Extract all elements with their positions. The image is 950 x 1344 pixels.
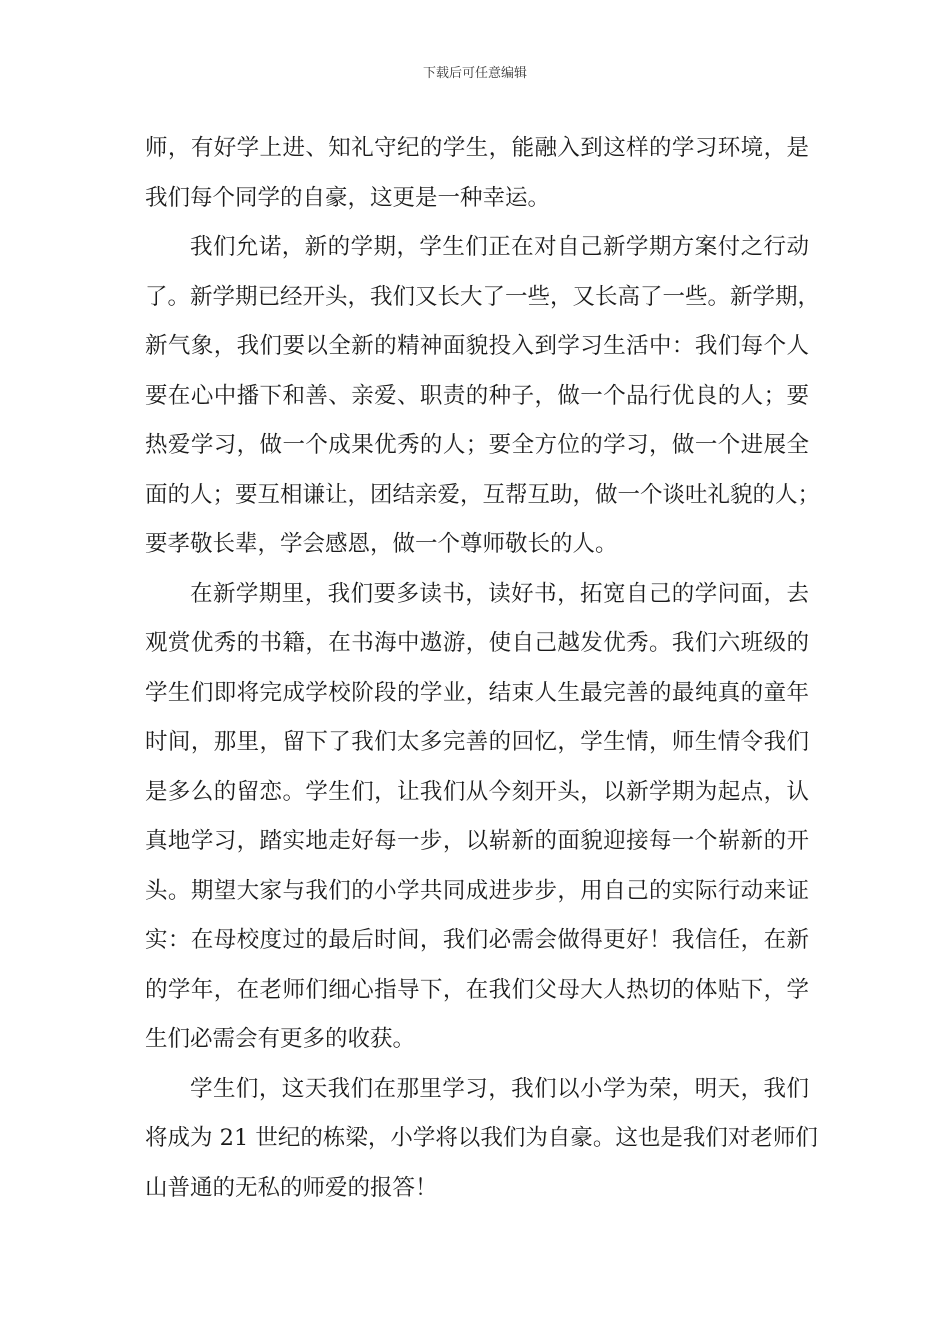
text-line: 山普通的无私的师爱的报答！ bbox=[145, 1174, 438, 1201]
text-line: 新气象，我们要以全新的精神面貌投入到学习生活中：我们每个人 bbox=[145, 333, 809, 359]
text-line: 我们允诺，新的学期，学生们正在对自己新学期方案付之行动 bbox=[190, 234, 809, 260]
page-header: 下载后可任意编辑 bbox=[422, 66, 527, 81]
text-line: 要在心中播下和善、亲爱、职责的种子，做一个品行优良的人；要 bbox=[145, 382, 809, 409]
text-line: 的学年，在老师们细心指导下，在我们父母大人热切的体贴下，学 bbox=[145, 976, 809, 1003]
text-line: 时间，那里，留下了我们太多完善的回忆，学生情，师生情令我们 bbox=[145, 729, 809, 755]
text-line: 要孝敬长辈，学会感恩，做一个尊师敬长的人。 bbox=[145, 531, 618, 557]
text-line: 观赏优秀的书籍，在书海中遨游，使自己越发优秀。我们六班级的 bbox=[145, 630, 809, 656]
text-line: 学生们，这天我们在那里学习，我们以小学为荣，明天，我们 bbox=[190, 1075, 809, 1102]
text-line: 面的人；要互相谦让，团结亲爱，互帮互助，做一个谈吐礼貌的人； bbox=[145, 481, 821, 508]
paragraph bbox=[145, 223, 821, 570]
text-line: 将成为 21 世纪的栋梁，小学将以我们为自豪。这也是我们对老师们 bbox=[145, 1125, 818, 1151]
text-line: 了。新学期已经开头，我们又长大了一些，又长高了一些。新学期， bbox=[145, 283, 821, 310]
document-body bbox=[145, 124, 821, 1213]
paragraph bbox=[145, 570, 809, 1065]
text-line: 头。期望大家与我们的小学共同成进步步，用自己的实际行动来证 bbox=[145, 877, 809, 904]
text-line: 热爱学习，做一个成果优秀的人；要全方位的学习，做一个进展全 bbox=[145, 432, 809, 458]
text-line: 真地学习，踏实地走好每一步，以崭新的面貌迎接每一个崭新的开 bbox=[145, 828, 809, 854]
text-line: 是多么的留恋。学生们，让我们从今刻开头，以新学期为起点，认 bbox=[145, 778, 809, 805]
paragraph bbox=[145, 1065, 818, 1214]
paragraph bbox=[145, 124, 809, 223]
text-line: 学生们即将完成学校阶段的学业，结束人生最完善的最纯真的童年 bbox=[145, 679, 809, 706]
text-line: 师，有好学上进、知礼守纪的学生，能融入到这样的学习环境，是 bbox=[145, 135, 809, 161]
text-line: 我们每个同学的自豪，这更是一种幸运。 bbox=[145, 184, 551, 211]
text-line: 在新学期里，我们要多读书，读好书，拓宽自己的学问面，去 bbox=[190, 580, 809, 607]
text-line: 生们必需会有更多的收获。 bbox=[145, 1026, 416, 1052]
text-line: 实：在母校度过的最后时间，我们必需会做得更好！我信任，在新 bbox=[145, 927, 809, 953]
